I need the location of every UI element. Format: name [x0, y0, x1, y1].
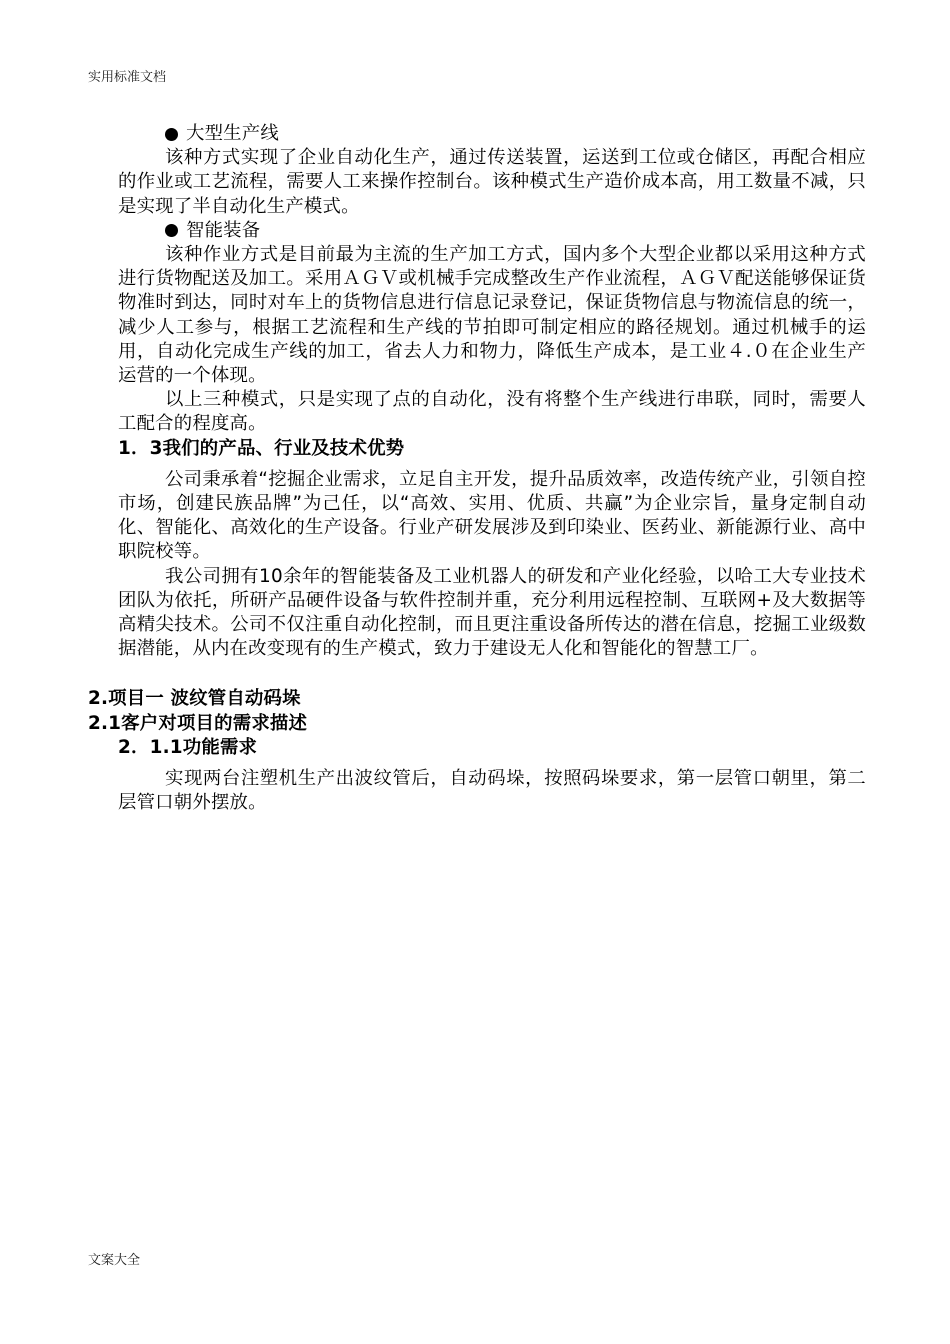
document-body	[88, 122, 866, 815]
bullet-item-smart-equipment	[118, 219, 866, 243]
section-heading-1-3: 1．3我们的产品、行业及技术优势	[118, 437, 405, 459]
paragraph-company-1: 公司秉承着“挖掘企业需求，立足自主开发，提升品质效率，改造传统产业，引领自控市场，创建民族品牌”为己任，以“高效、实用、优质、共赢”为企业宗旨，量身定制自动化、智能化、高效化的生产设备。行业产研发展涉及到印染业、医药业、新能源行业、高中职院校等。	[118, 468, 866, 563]
bullet-dot-icon	[165, 128, 178, 141]
section-heading-2-1: 2.1客户对项目的需求描述	[88, 712, 308, 734]
bullet-label: 智能装备	[186, 219, 261, 241]
bullet-dot-icon	[165, 224, 178, 237]
paragraph-function-requirement: 实现两台注塑机生产出波纹管后，自动码垛，按照码垛要求，第一层管口朝里，第二层管口朝外摆放。	[118, 768, 866, 814]
paragraph-large-line: 该种方式实现了企业自动化生产，通过传送装置，运送到工位或仓储区，再配合相应的作业或工艺流程，需要人工来操作控制台。该种模式生产造价成本高，用工数量不减，只是实现了半自动化生产模式。	[118, 147, 866, 217]
section-heading-2-1-1: 2．1.1功能需求	[118, 736, 258, 758]
paragraph-smart-equipment: 该种作业方式是目前最为主流的生产加工方式，国内多个大型企业都以采用这种方式进行货物配送及加工。采用ＡＧＶ或机械手完成整改生产作业流程，ＡＧＶ配送能够保证货物准时到达，同时对车上的货物信息进行信息记录登记，保证货物信息与物流信息的统一，减少人工参与，根据工艺流程和生产线的节拍即可制定相应的路径规划。通过机械手的运用，自动化完成生产线的加工，省去人力和物力，降低生产成本，是工业４.０在企业生产运营的一个体现。	[118, 244, 866, 387]
section-heading-2: 2.项目一 波纹管自动码垛	[88, 688, 301, 710]
bullet-label: 大型生产线	[186, 123, 279, 144]
paragraph-summary: 以上三种模式，只是实现了点的自动化，没有将整个生产线进行串联，同时，需要人工配合的程度高。	[118, 389, 866, 435]
page-header: 实用标准文档	[88, 70, 167, 85]
page-footer: 文案大全	[88, 1253, 141, 1268]
paragraph-company-2: 我公司拥有10余年的智能装备及工业机器人的研发和产业化经验，以哈工大专业技术团队为依托，所研产品硬件设备与软件控制并重，充分利用远程控制、互联网+及大数据等高精尖技术。公司不仅注重自动化控制，而且更注重设备所传达的潜在信息，挖掘工业级数据潜能，从内在改变现有的生产模式，致力于建设无人化和智能化的智慧工厂。	[118, 565, 866, 660]
bullet-item-large-line	[118, 122, 866, 146]
